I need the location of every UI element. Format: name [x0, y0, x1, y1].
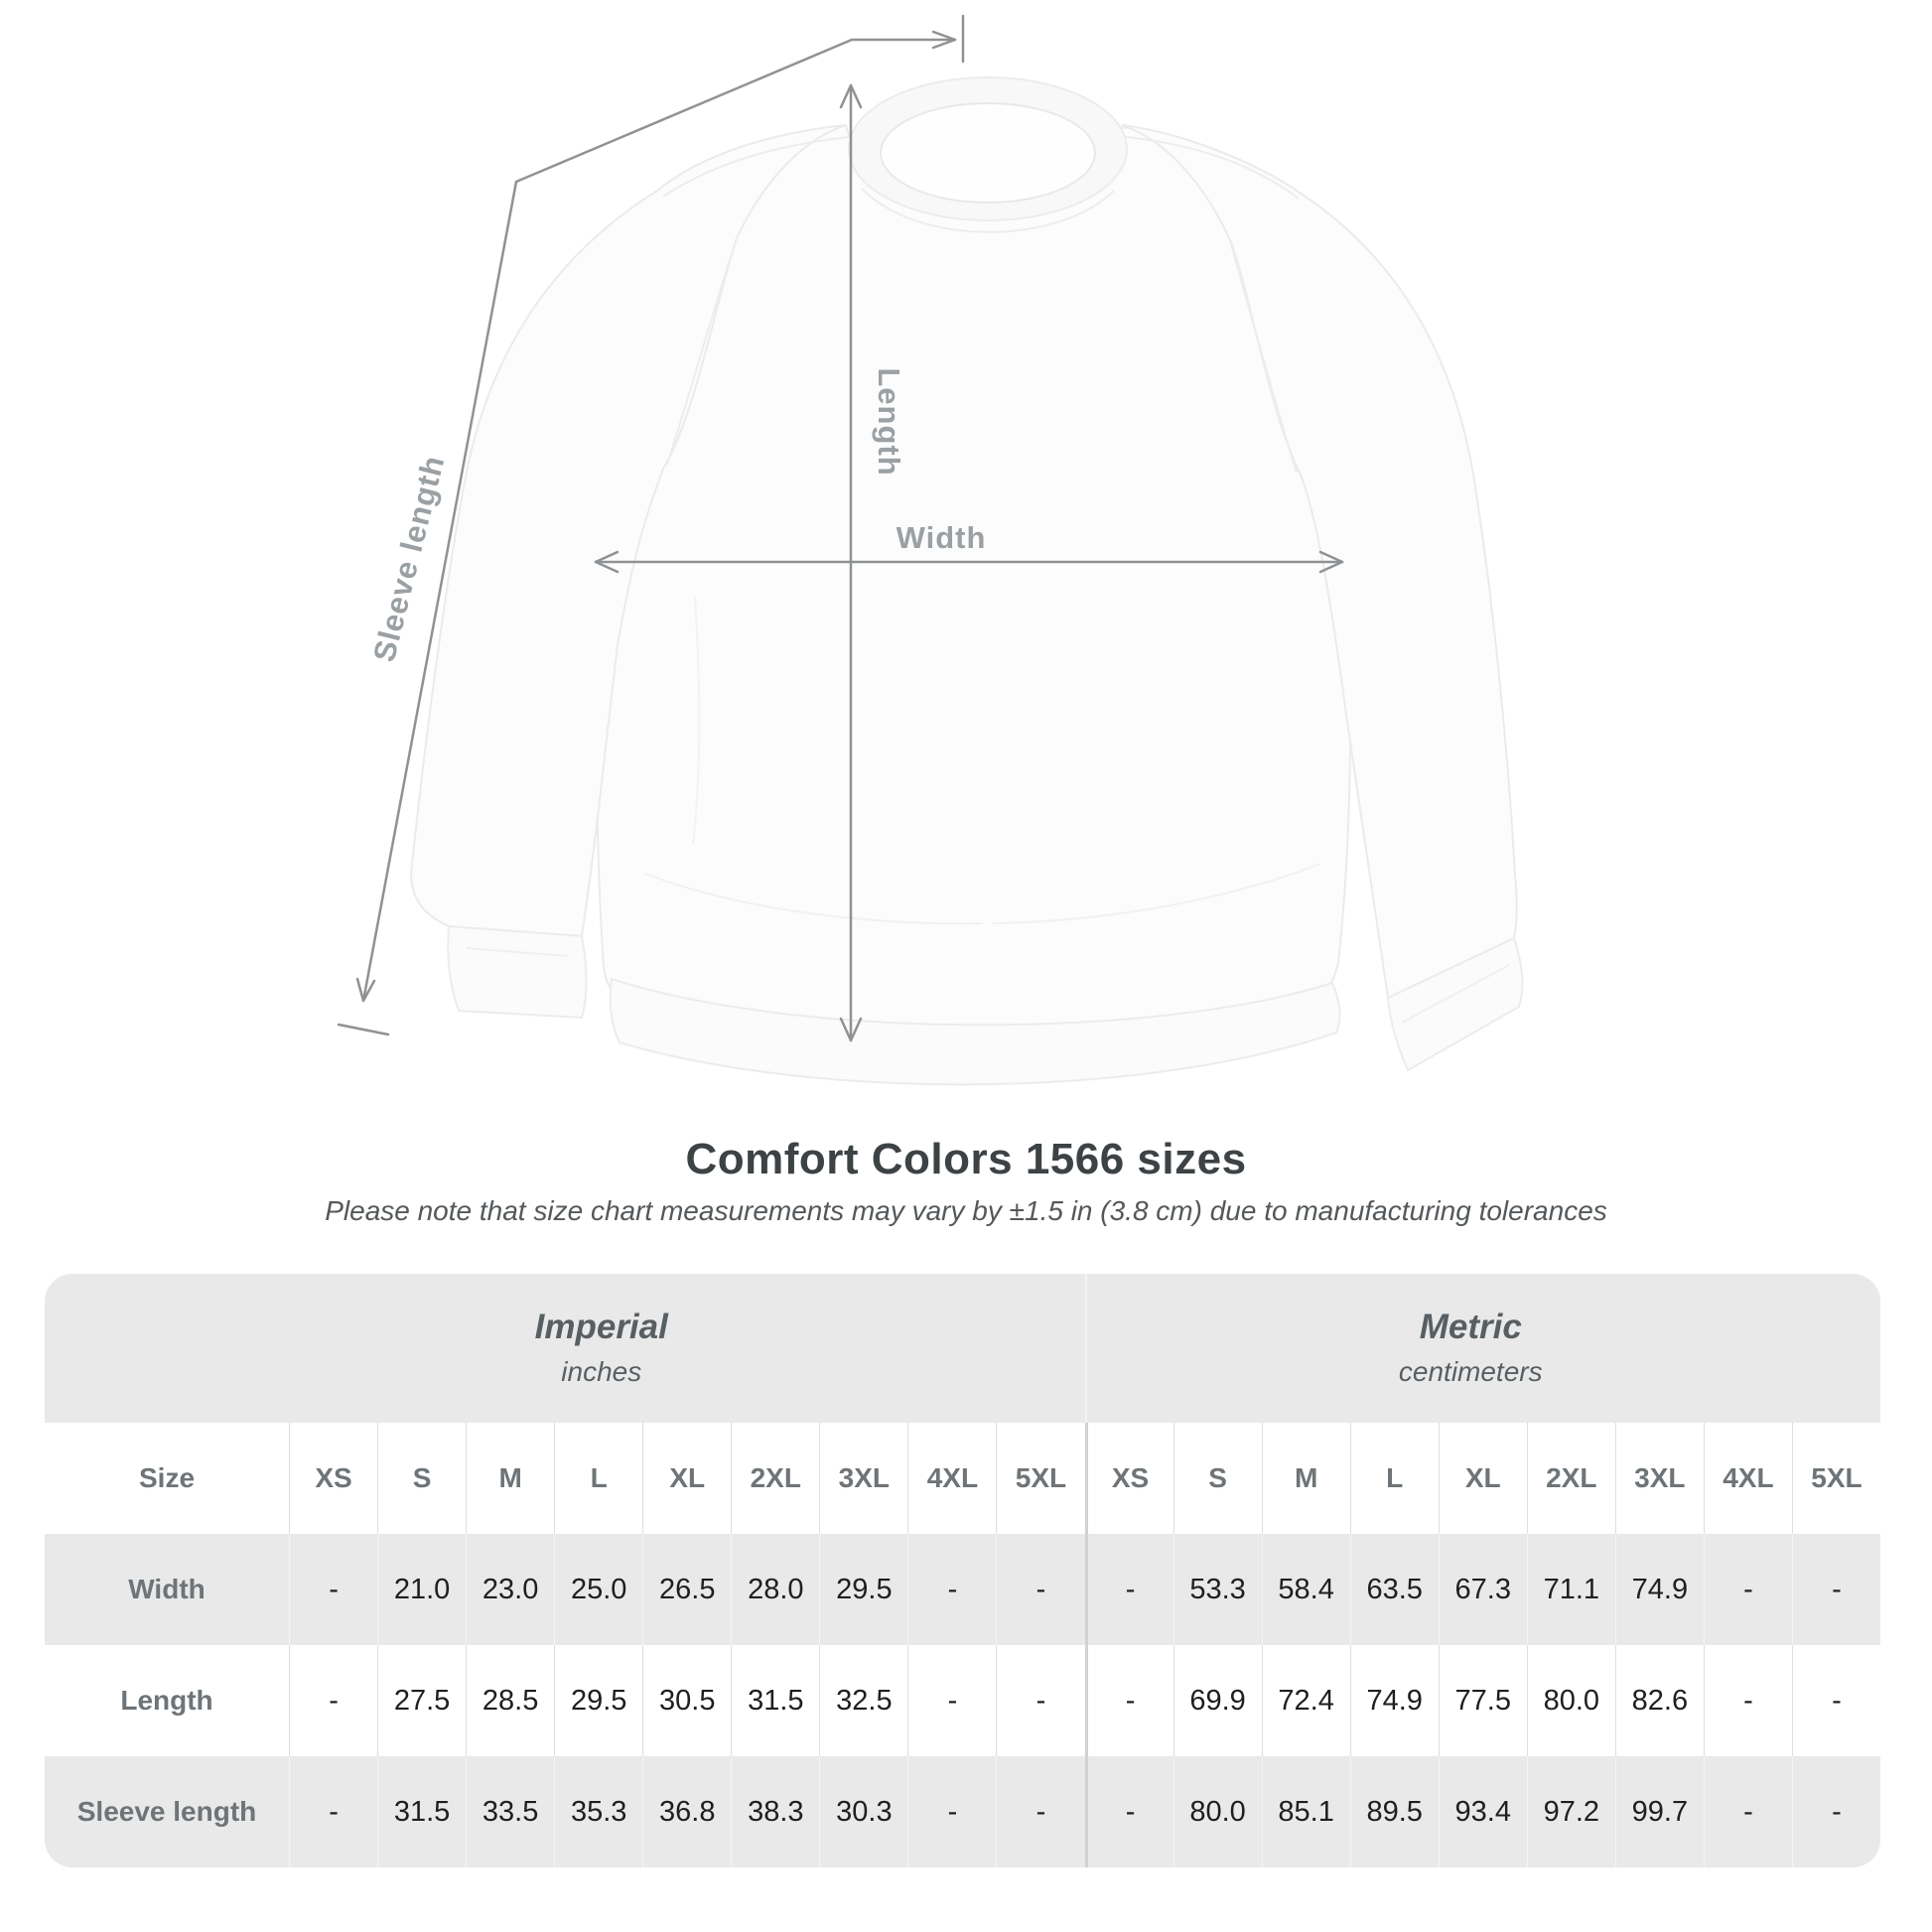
width-metric-2xl: 71.1	[1527, 1534, 1615, 1645]
size-header-imperial-xl: XL	[642, 1423, 731, 1534]
length-metric-s: 69.9	[1173, 1645, 1262, 1756]
sleeve-metric-m: 85.1	[1262, 1756, 1350, 1867]
sleeve-metric-2xl: 97.2	[1527, 1756, 1615, 1867]
length-metric-xs: -	[1085, 1645, 1173, 1756]
length-imperial-5xl: -	[996, 1645, 1084, 1756]
sleeve-imperial-2xl: 38.3	[731, 1756, 819, 1867]
page-title: Comfort Colors 1566 sizes	[685, 1135, 1247, 1183]
length-metric-2xl: 80.0	[1527, 1645, 1615, 1756]
sleeve-imperial-xs: -	[289, 1756, 377, 1867]
length-metric-4xl: -	[1704, 1645, 1792, 1756]
length-imperial-4xl: -	[907, 1645, 996, 1756]
sleeve-metric-s: 80.0	[1173, 1756, 1262, 1867]
width-imperial-2xl: 28.0	[731, 1534, 819, 1645]
length-imperial-xl: 30.5	[642, 1645, 731, 1756]
tolerance-note: Please note that size chart measurements may vary by ±1.5 in (3.8 cm) due to manufacturing tolerances	[325, 1195, 1607, 1226]
size-header-imperial-xs: XS	[289, 1423, 377, 1534]
sleeve-imperial-s: 31.5	[377, 1756, 466, 1867]
length-metric-3xl: 82.6	[1615, 1645, 1704, 1756]
sleeve-imperial-l: 35.3	[554, 1756, 642, 1867]
length-imperial-l: 29.5	[554, 1645, 642, 1756]
size-header-metric-2xl: 2XL	[1527, 1423, 1615, 1534]
width-metric-m: 58.4	[1262, 1534, 1350, 1645]
width-metric-s: 53.3	[1173, 1534, 1262, 1645]
length-imperial-2xl: 31.5	[731, 1645, 819, 1756]
sweatshirt-left-cuff	[448, 926, 586, 1018]
size-header-metric-5xl: 5XL	[1792, 1423, 1880, 1534]
length-metric-xl: 77.5	[1439, 1645, 1527, 1756]
row-label-sleeve-length: Sleeve length	[45, 1756, 289, 1867]
metric-label: Metric	[1419, 1307, 1522, 1346]
width-imperial-3xl: 29.5	[819, 1534, 907, 1645]
size-header-metric-xs: XS	[1085, 1423, 1173, 1534]
row-label-length: Length	[45, 1645, 289, 1756]
imperial-label: Imperial	[534, 1307, 668, 1346]
length-imperial-m: 28.5	[466, 1645, 554, 1756]
sleeve-metric-xl: 93.4	[1439, 1756, 1527, 1867]
width-metric-xl: 67.3	[1439, 1534, 1527, 1645]
sleeve-imperial-4xl: -	[907, 1756, 996, 1867]
sleeve-metric-4xl: -	[1704, 1756, 1792, 1867]
metric-unit: centimeters	[1398, 1356, 1543, 1388]
width-metric-3xl: 74.9	[1615, 1534, 1704, 1645]
width-imperial-5xl: -	[996, 1534, 1084, 1645]
width-imperial-xl: 26.5	[642, 1534, 731, 1645]
size-header-imperial-5xl: 5XL	[996, 1423, 1084, 1534]
width-imperial-l: 25.0	[554, 1534, 642, 1645]
width-imperial-xs: -	[289, 1534, 377, 1645]
width-imperial-4xl: -	[907, 1534, 996, 1645]
size-header-imperial-m: M	[466, 1423, 554, 1534]
size-header-metric-xl: XL	[1439, 1423, 1527, 1534]
sleeve-metric-5xl: -	[1792, 1756, 1880, 1867]
size-header-imperial-s: S	[377, 1423, 466, 1534]
size-header-metric-4xl: 4XL	[1704, 1423, 1792, 1534]
sleeve-imperial-xl: 36.8	[642, 1756, 731, 1867]
sleeve-length-label: Sleeve length	[366, 451, 452, 665]
imperial-unit: inches	[561, 1356, 642, 1388]
size-column-header: Size	[45, 1423, 289, 1534]
size-header-metric-l: L	[1350, 1423, 1439, 1534]
size-header-imperial-4xl: 4XL	[907, 1423, 996, 1534]
sleeve-metric-3xl: 99.7	[1615, 1756, 1704, 1867]
sleeve-imperial-3xl: 30.3	[819, 1756, 907, 1867]
row-label-width: Width	[45, 1534, 289, 1645]
length-imperial-3xl: 32.5	[819, 1645, 907, 1756]
width-imperial-s: 21.0	[377, 1534, 466, 1645]
sleeve-metric-l: 89.5	[1350, 1756, 1439, 1867]
length-label: Length	[872, 367, 906, 477]
length-metric-5xl: -	[1792, 1645, 1880, 1756]
width-label: Width	[896, 520, 987, 555]
size-header-metric-s: S	[1173, 1423, 1262, 1534]
width-metric-5xl: -	[1792, 1534, 1880, 1645]
length-metric-l: 74.9	[1350, 1645, 1439, 1756]
width-metric-xs: -	[1085, 1534, 1173, 1645]
size-header-imperial-l: L	[554, 1423, 642, 1534]
width-metric-l: 63.5	[1350, 1534, 1439, 1645]
width-metric-4xl: -	[1704, 1534, 1792, 1645]
size-header-imperial-3xl: 3XL	[819, 1423, 907, 1534]
length-imperial-xs: -	[289, 1645, 377, 1756]
size-chart-table	[45, 1274, 1880, 1867]
unit-header-metric	[1085, 1274, 1881, 1423]
sleeve-imperial-m: 33.5	[466, 1756, 554, 1867]
size-header-imperial-2xl: 2XL	[731, 1423, 819, 1534]
width-imperial-m: 23.0	[466, 1534, 554, 1645]
size-header-metric-3xl: 3XL	[1615, 1423, 1704, 1534]
length-metric-m: 72.4	[1262, 1645, 1350, 1756]
unit-header-imperial	[45, 1274, 1085, 1423]
sleeve-imperial-5xl: -	[996, 1756, 1084, 1867]
length-imperial-s: 27.5	[377, 1645, 466, 1756]
sleeve-metric-xs: -	[1085, 1756, 1173, 1867]
size-header-metric-m: M	[1262, 1423, 1350, 1534]
